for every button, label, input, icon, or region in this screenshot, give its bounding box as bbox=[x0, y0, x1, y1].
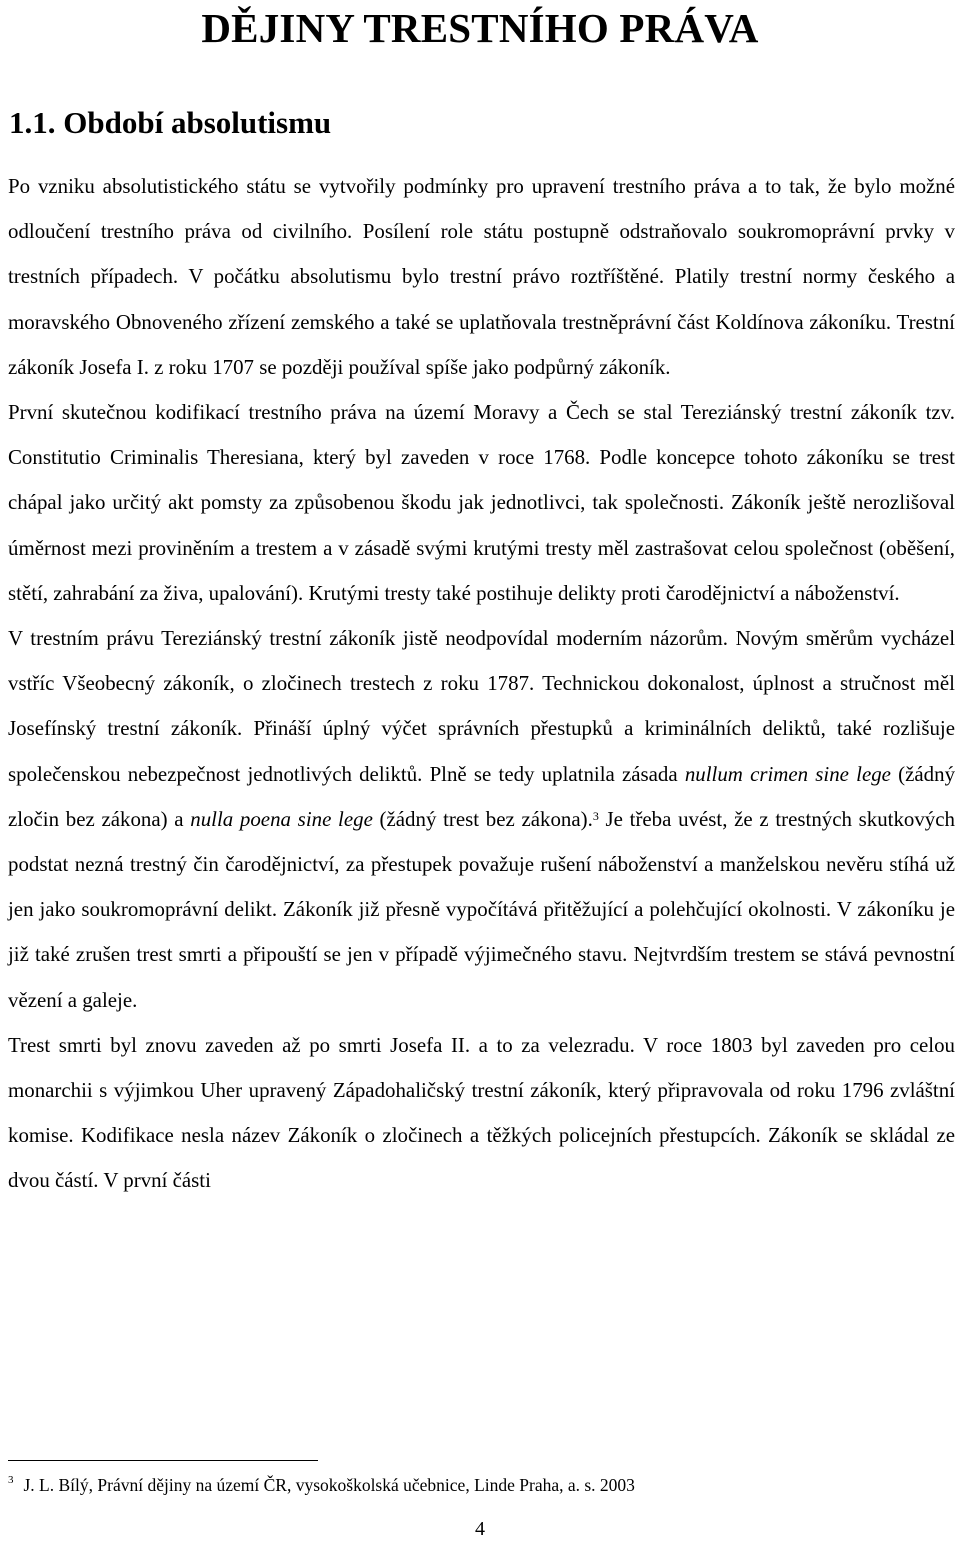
section-heading: 1.1. Období absolutismu bbox=[9, 105, 332, 140]
footnote-number: 3 bbox=[8, 1474, 14, 1486]
paragraph-1: Po vzniku absolutistického státu se vytvořily podmínky pro upravení trestního práva a to tak, že bylo možné odloučení trestního práva od civilního. Posílení role státu postupně odstraňovalo soukromoprávní prvky v trestních případech. V počátku absolutismu bylo trestní právo roztříštěné. Platily trestní normy českého a moravského Obnoveného zřízení zemského a také se uplatňovala trestněprávní část Koldínova zákoníku. Trestní zákoník Josefa I. z roku 1707 se později používal spíše jako podpůrný zákoník. bbox=[8, 174, 955, 379]
footnote-text: J. L. Bílý, Právní dějiny na území ČR, vysokoškolská učebnice, Linde Praha, a. s. 2003 bbox=[23, 1475, 635, 1495]
footnote-separator bbox=[8, 1460, 318, 1461]
paragraph-3-text-d: Je třeba uvést, že z trestných skutkových podstat nezná trestný čin čarodějnictví, za přestupek považuje rušení náboženství a manželskou nevěru stíhá už jen jako soukromoprávní delikt. Zákoník již přesně vypočítává přitěžující a polehčující okolnosti. V zákoníku je již také zrušen trest smrti a připouští se jen v případě výjimečného stavu. Nejtvrdším trestem se stává pevnostní vězení a galeje. bbox=[8, 806, 955, 1012]
paragraph-2: První skutečnou kodifikací trestního práva na území Moravy a Čech se stal Tereziánský trestní zákoník tzv. Constitutio Criminalis Theresiana, který byl zaveden v roce 1768. Podle koncepce tohoto zákoníku se trest chápal jako určitý akt pomsty za způsobenou škodu jak jednotlivci, tak společnosti. Zákoník ještě nerozlišoval úměrnost mezi proviněním a trestem a v zásadě svými krutými tresty měl zastrašovat celou společnost (oběšení, stětí, zahrabání za živa, upalování). Krutými tresty také postihuje delikty proti čarodějnictví a náboženství. bbox=[8, 400, 955, 605]
latin-maxim-nulla-poena: nulla poena sine lege bbox=[190, 806, 373, 831]
paragraph-3-text-c: (žádný trest bez zákona). bbox=[372, 806, 593, 831]
page-number: 4 bbox=[475, 1518, 485, 1540]
paragraph-3 bbox=[8, 616, 955, 1023]
body-text bbox=[8, 164, 955, 1204]
page-title: DĚJINY TRESTNÍHO PRÁVA bbox=[201, 5, 759, 51]
paragraph-3-text-a: V trestním právu Tereziánský trestní zákoník jistě neodpovídal moderním názorům. Novým směrům vycházel vstříc Všeobecný zákoník, o zločinech trestech z roku 1787. Technickou dokonalost, úplnost a stručnost měl Josefínský trestní zákoník. Přináší úplný výčet správních přestupků a kriminálních deliktů, také rozlišuje společenskou nebezpečnost jednotlivých deliktů. Plně se tedy uplatnila zásada bbox=[8, 626, 955, 786]
paragraph-3-text-b: (žádný zločin bez zákona) a bbox=[8, 761, 956, 831]
paragraph-4: Trest smrti byl znovu zaveden až po smrti Josefa II. a to za velezradu. V roce 1803 byl zaveden pro celou monarchii s výjimkou Uher upravený Západohaličský trestní zákoník, který připravovala od roku 1796 zvláštní komise. Kodifikace nesla název Zákoník o zločinech a těžkých policejních přestupcích. Zákoník se skládal ze dvou částí. V první části bbox=[8, 1032, 955, 1193]
latin-maxim-nullum-crimen: nullum crimen sine lege bbox=[684, 761, 891, 786]
footnote-reference[interactable]: 3 bbox=[592, 808, 599, 823]
footnote bbox=[8, 1474, 635, 1496]
